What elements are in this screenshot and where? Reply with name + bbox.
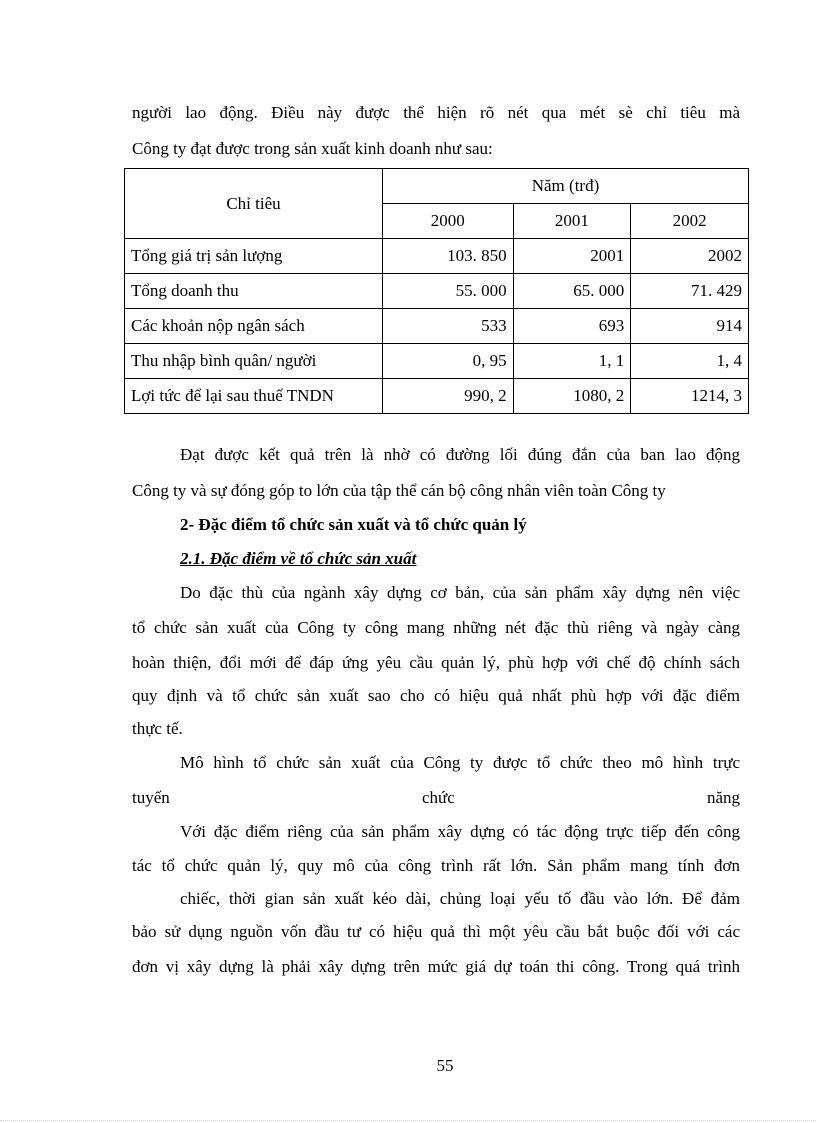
section-heading: 2- Đặc điểm tổ chức sản xuất và tổ chức quản lý: [180, 515, 527, 534]
paragraph-model-word: năng: [706, 788, 740, 807]
table-cell: 71. 429: [631, 274, 749, 309]
paragraph-model-line-1: Mô hình tổ chức sản xuất của Công ty được tổ chức theo mô hình trực: [180, 753, 740, 772]
table-cell: 914: [631, 309, 749, 344]
table-cell: 65. 000: [513, 274, 631, 309]
table-header-indicator: Chỉ tiêu: [125, 169, 383, 239]
table-row: [125, 379, 749, 414]
paragraph-features-line-4: bảo sử dụng nguồn vốn đầu tư có hiệu quả thì một yêu cầu bắt buộc đối với các: [132, 922, 740, 941]
table-cell: 0, 95: [382, 344, 513, 379]
paragraph-features-line-2: tác tổ chức quản lý, quy mô của công trình rất lớn. Sản phẩm mang tính đơn: [132, 856, 740, 875]
table-row: [125, 274, 749, 309]
table-cell: 1, 1: [513, 344, 631, 379]
paragraph-model-word: chức: [421, 788, 455, 807]
table-row: [125, 239, 749, 274]
paragraph-top-line-1: người lao động. Điều này được thể hiện rõ nét qua mét sè chỉ tiêu mà: [132, 103, 740, 122]
paragraph-production-line-3: hoàn thiện, đổi mới để đáp ứng yêu cầu quản lý, phù hợp với chế độ chính sách: [132, 653, 740, 672]
table-cell: 2001: [513, 239, 631, 274]
paragraph-top-line-2: Công ty đạt được trong sản xuất kinh doanh như sau:: [132, 139, 493, 158]
table-cell: 1080, 2: [513, 379, 631, 414]
paragraph-production-line-4: quy định và tổ chức sản xuất sao cho có hiệu quả nhất phù hợp với đặc điểm: [132, 686, 740, 705]
table-cell: 55. 000: [382, 274, 513, 309]
paragraph-production-line-1: Do đặc thù của ngành xây dựng cơ bản, của sản phẩm xây dựng nên việc: [180, 583, 740, 602]
table-cell: 1, 4: [631, 344, 749, 379]
page-number: 55: [436, 1056, 454, 1075]
page-bottom-divider: [0, 1120, 816, 1121]
table-row-label: Các khoản nộp ngân sách: [125, 309, 383, 344]
paragraph-model-word: tuyến: [132, 788, 170, 807]
table-cell: 1214, 3: [631, 379, 749, 414]
paragraph-result-line-2: Công ty và sự đóng góp to lớn của tập thể cán bộ công nhân viên toàn Công ty: [132, 481, 666, 500]
table-cell: 533: [382, 309, 513, 344]
table-cell: 990, 2: [382, 379, 513, 414]
table-cell: 2002: [631, 239, 749, 274]
table-row: [125, 309, 749, 344]
paragraph-features-line-5: đơn vị xây dựng là phải xây dựng trên mức giá dự toán thi công. Trong quá trình: [132, 957, 740, 976]
table-header-row: [125, 169, 749, 204]
paragraph-model-line-2: [132, 787, 740, 809]
table-row: [125, 344, 749, 379]
subsection-heading: 2.1. Đặc điểm về tổ chức sản xuất: [180, 549, 417, 568]
paragraph-production-line-2: tổ chức sản xuất của Công ty công mang những nét đặc thù riêng và ngày càng: [132, 618, 740, 637]
table-header-year: 2000: [382, 204, 513, 239]
table-row-label: Tổng doanh thu: [125, 274, 383, 309]
table-header-year-group: Năm (trđ): [382, 169, 748, 204]
table-row-label: Lợi tức để lại sau thuế TNDN: [125, 379, 383, 414]
paragraph-result-line-1: Đạt được kết quả trên là nhờ có đường lối đúng đắn của ban lao động: [180, 445, 740, 464]
table-cell: 103. 850: [382, 239, 513, 274]
paragraph-features-line-3: chiếc, thời gian sản xuất kéo dài, chủng loại yếu tố đầu vào lớn. Để đảm: [180, 889, 740, 908]
table-header-year: 2001: [513, 204, 631, 239]
table-cell: 693: [513, 309, 631, 344]
paragraph-production-line-5: thực tế.: [132, 719, 183, 738]
table-header-year: 2002: [631, 204, 749, 239]
indicator-table: [124, 168, 749, 414]
paragraph-features-line-1: Với đặc điểm riêng của sản phẩm xây dựng có tác động trực tiếp đến công: [180, 822, 740, 841]
table-row-label: Thu nhập bình quân/ người: [125, 344, 383, 379]
table-row-label: Tổng giá trị sản lượng: [125, 239, 383, 274]
